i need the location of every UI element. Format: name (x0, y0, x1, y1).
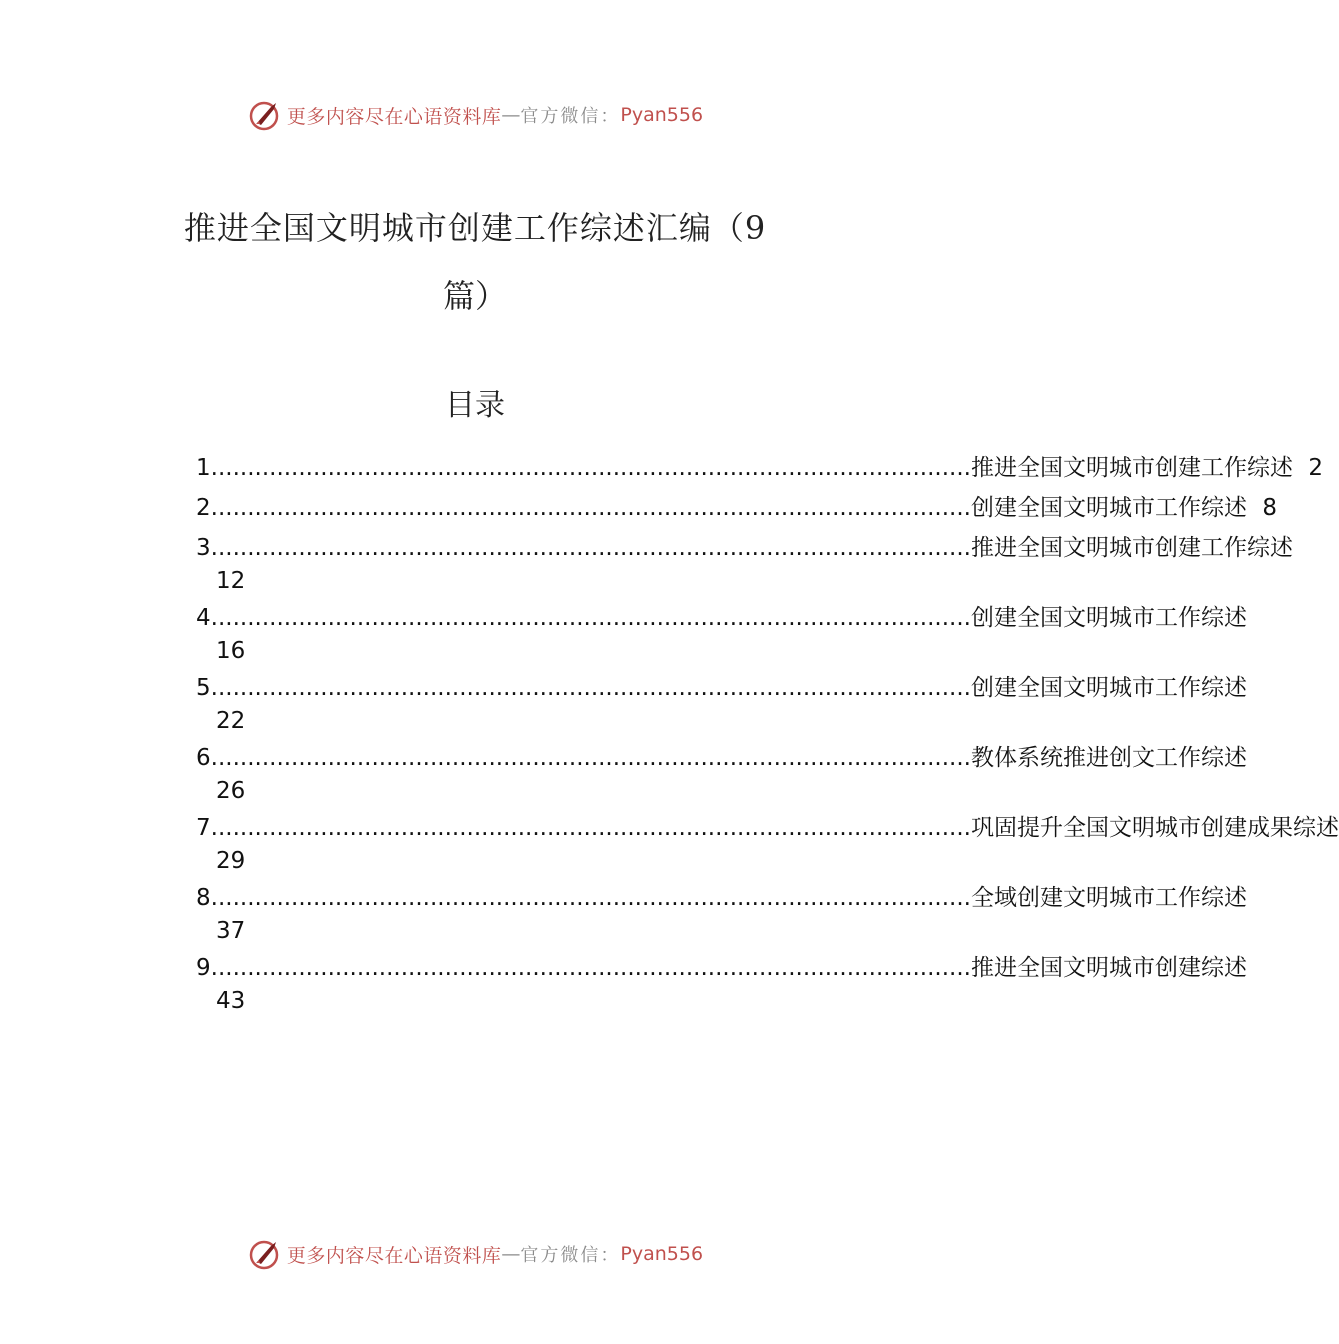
toc-entry-number: 4 (196, 605, 211, 631)
toc-entry-number: 6 (196, 745, 211, 771)
toc-entry-number: 7 (196, 815, 211, 841)
toc-entry[interactable] (196, 808, 1339, 878)
toc-entry-label: 教体系统推进创文工作综述 (971, 745, 1247, 771)
banner-wechat-id: Pyan556 (620, 1243, 704, 1265)
toc-leader-dots: ........................................................................................................ (210, 955, 971, 981)
toc-entry-page: 26 (216, 778, 246, 804)
toc-entry[interactable] (196, 948, 1247, 1018)
toc-entry[interactable] (196, 488, 1277, 528)
pen-logo-icon (247, 97, 283, 133)
toc-entry-number: 3 (196, 535, 211, 561)
toc-entry[interactable] (196, 448, 1323, 488)
toc-leader-dots: ........................................................................................................ (210, 495, 971, 521)
toc-entry-page: 29 (216, 848, 246, 874)
toc-entry-number: 2 (196, 495, 211, 521)
toc-entry-label: 创建全国文明城市工作综述 (971, 495, 1247, 521)
toc-entry[interactable] (196, 878, 1247, 948)
footer-banner (0, 1234, 950, 1274)
toc-entry-number: 1 (196, 455, 211, 481)
toc-entry-number: 8 (196, 885, 211, 911)
document-title-line1: 推进全国文明城市创建工作综述汇编（9 (183, 209, 767, 247)
toc-entry-page: 43 (216, 988, 246, 1014)
toc-entry-page: 37 (216, 918, 246, 944)
toc-entry-label: 推进全国文明城市创建综述 (971, 955, 1247, 981)
toc-entry-label: 巩固提升全国文明城市创建成果综述 (971, 815, 1339, 841)
toc-heading: 目录 (445, 388, 505, 423)
toc-entry-number: 5 (196, 675, 211, 701)
toc-entry-number: 9 (196, 955, 211, 981)
banner-text: 更多内容尽在心语资料库 (286, 1244, 502, 1267)
toc-leader-dots: ........................................................................................................ (210, 675, 971, 701)
toc-entry-page: 12 (216, 568, 246, 594)
toc-leader-dots: ........................................................................................................ (210, 885, 971, 911)
toc-entry[interactable] (196, 528, 1293, 598)
toc-entry-label: 全域创建文明城市工作综述 (971, 885, 1247, 911)
toc-entry-page: 22 (216, 708, 246, 734)
toc-leader-dots: ........................................................................................................ (210, 535, 971, 561)
header-banner (0, 95, 950, 135)
toc-entry[interactable] (196, 598, 1247, 668)
banner-wechat-id: Pyan556 (620, 104, 704, 126)
toc-entry-label: 推进全国文明城市创建工作综述 (971, 535, 1293, 561)
toc-entry[interactable] (196, 738, 1247, 808)
toc-entry[interactable] (196, 668, 1247, 738)
banner-text: 更多内容尽在心语资料库 (286, 105, 502, 128)
toc-entry-label: 创建全国文明城市工作综述 (971, 675, 1247, 701)
document-title-line2: 篇） (442, 277, 507, 315)
table-of-contents (196, 448, 1339, 1018)
toc-entry-page: 2 (1308, 455, 1323, 481)
toc-entry-page: 16 (216, 638, 246, 664)
toc-entry-label: 推进全国文明城市创建工作综述 (971, 455, 1293, 481)
toc-entry-page: 8 (1262, 495, 1277, 521)
banner-dash: — (501, 1243, 521, 1265)
toc-leader-dots: ........................................................................................................ (210, 455, 971, 481)
banner-dash: — (501, 104, 521, 126)
banner-wechat-label: 官方微信： (520, 1245, 621, 1266)
banner-wechat-label: 官方微信： (520, 106, 621, 127)
pen-logo-icon (247, 1236, 283, 1272)
toc-leader-dots: ........................................................................................................ (210, 605, 971, 631)
toc-leader-dots: ........................................................................................................ (210, 815, 971, 841)
toc-leader-dots: ........................................................................................................ (210, 745, 971, 771)
toc-entry-label: 创建全国文明城市工作综述 (971, 605, 1247, 631)
